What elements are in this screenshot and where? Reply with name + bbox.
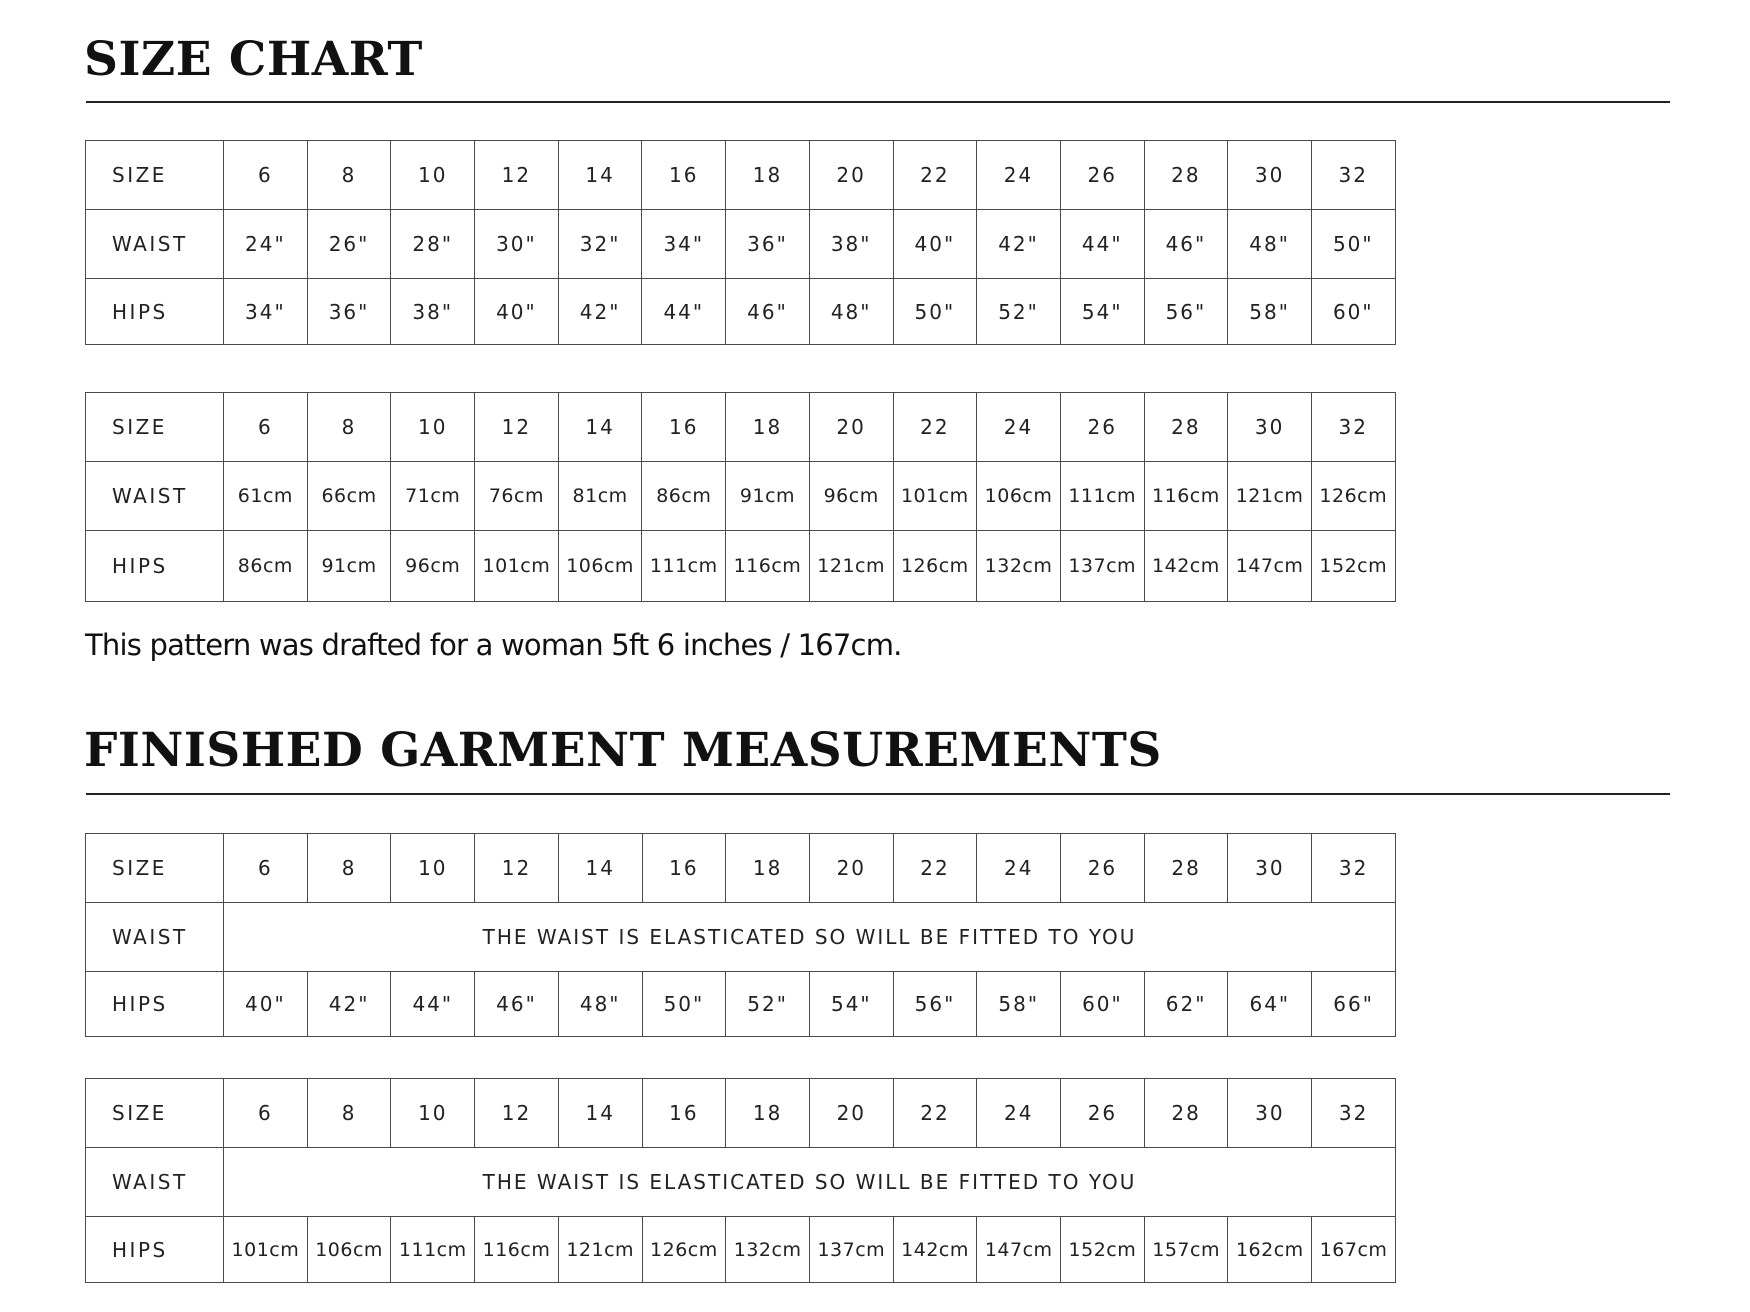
table-cell: 10 [391, 1079, 475, 1148]
table-cell: 12 [475, 141, 559, 210]
table-cell: 50" [642, 972, 726, 1037]
row-label: HIPS [86, 531, 224, 602]
table-cell: 48" [558, 972, 642, 1037]
hips-row [86, 972, 1396, 1037]
table-cell: 116cm [1144, 462, 1228, 531]
table-cell: 16 [642, 834, 726, 903]
table-cell: 162cm [1228, 1217, 1312, 1283]
table-cell: 6 [224, 1079, 308, 1148]
table-cell: 32 [1312, 834, 1396, 903]
table-cell: 22 [893, 393, 977, 462]
table-cell: 54" [1060, 279, 1144, 345]
table-cell: 16 [642, 393, 726, 462]
table-cell: 50" [893, 279, 977, 345]
table-cell: 26 [1061, 834, 1145, 903]
table-cell: 22 [893, 834, 977, 903]
table-cell: 14 [558, 834, 642, 903]
table-cell: 30" [475, 210, 559, 279]
table-cell: 26 [1060, 393, 1144, 462]
row-label: WAIST [86, 1148, 224, 1217]
table-cell: 26" [307, 210, 391, 279]
finished-garment-divider [86, 793, 1670, 795]
table-cell: 54" [809, 972, 893, 1037]
table-cell: 40" [475, 279, 559, 345]
table-cell: 18 [726, 393, 810, 462]
size-chart-title: SIZE CHART [84, 32, 423, 87]
table-cell: 24" [224, 210, 308, 279]
row-label: WAIST [86, 210, 224, 279]
table-cell: 24 [977, 393, 1061, 462]
table-cell: 142cm [1144, 531, 1228, 602]
size-chart-divider [86, 101, 1670, 103]
table-cell: 44" [391, 972, 475, 1037]
table-cell: 36" [726, 210, 810, 279]
size-row [86, 834, 1396, 903]
table-cell: 106cm [307, 1217, 391, 1283]
table-cell: 147cm [977, 1217, 1061, 1283]
table-cell: 58" [977, 972, 1061, 1037]
table-cell: 121cm [809, 531, 893, 602]
table-cell: 28 [1144, 141, 1228, 210]
table-cell: 36" [307, 279, 391, 345]
table-cell: 42" [977, 210, 1061, 279]
table-cell: 91cm [726, 462, 810, 531]
table-cell: 56" [893, 972, 977, 1037]
table-cell: 116cm [726, 531, 810, 602]
waist-note: THE WAIST IS ELASTICATED SO WILL BE FITTED TO YOU [224, 903, 1396, 972]
table-cell: 132cm [977, 531, 1061, 602]
table-cell: 32" [558, 210, 642, 279]
table-cell: 106cm [977, 462, 1061, 531]
table-cell: 20 [809, 834, 893, 903]
table-cell: 40" [893, 210, 977, 279]
hips-row [86, 531, 1396, 602]
table-cell: 42" [558, 279, 642, 345]
table-cell: 101cm [224, 1217, 308, 1283]
finished-cm-table [85, 1078, 1396, 1283]
table-cell: 18 [726, 834, 810, 903]
hips-row [86, 1217, 1396, 1283]
table-cell: 12 [475, 393, 559, 462]
table-cell: 137cm [1060, 531, 1144, 602]
table-cell: 20 [809, 141, 893, 210]
size-chart-cm-table [85, 392, 1396, 602]
table-cell: 14 [558, 141, 642, 210]
row-label: HIPS [86, 1217, 224, 1283]
table-cell: 121cm [558, 1217, 642, 1283]
table-cell: 101cm [475, 531, 559, 602]
table-cell: 30 [1228, 393, 1312, 462]
table-cell: 52" [726, 972, 810, 1037]
table-cell: 111cm [391, 1217, 475, 1283]
row-label: HIPS [86, 279, 224, 345]
table-cell: 30 [1228, 834, 1312, 903]
table-cell: 28 [1144, 393, 1228, 462]
hips-row [86, 279, 1396, 345]
table-cell: 24 [977, 1079, 1061, 1148]
table-cell: 56" [1144, 279, 1228, 345]
table-cell: 6 [224, 393, 308, 462]
size-row [86, 393, 1396, 462]
table-cell: 46" [1144, 210, 1228, 279]
table-cell: 58" [1228, 279, 1312, 345]
table-cell: 44" [1060, 210, 1144, 279]
table-cell: 132cm [726, 1217, 810, 1283]
table-cell: 8 [307, 834, 391, 903]
table-cell: 24 [977, 834, 1061, 903]
table-cell: 60" [1061, 972, 1145, 1037]
size-row [86, 141, 1396, 210]
row-label: SIZE [86, 1079, 224, 1148]
table-cell: 48" [809, 279, 893, 345]
waist-note: THE WAIST IS ELASTICATED SO WILL BE FITTED TO YOU [224, 1148, 1396, 1217]
table-cell: 10 [391, 834, 475, 903]
table-cell: 12 [475, 1079, 559, 1148]
table-cell: 152cm [1061, 1217, 1145, 1283]
waist-row [86, 462, 1396, 531]
table-cell: 32 [1312, 1079, 1396, 1148]
table-cell: 20 [809, 1079, 893, 1148]
table-cell: 101cm [893, 462, 977, 531]
table-cell: 28" [391, 210, 475, 279]
row-label: SIZE [86, 141, 224, 210]
table-cell: 30 [1228, 141, 1312, 210]
size-chart-inches-table [85, 140, 1396, 345]
table-cell: 22 [893, 141, 977, 210]
table-cell: 62" [1144, 972, 1228, 1037]
table-cell: 26 [1060, 141, 1144, 210]
table-cell: 42" [307, 972, 391, 1037]
table-cell: 96cm [391, 531, 475, 602]
table-cell: 18 [726, 141, 810, 210]
table-cell: 61cm [224, 462, 308, 531]
table-cell: 30 [1228, 1079, 1312, 1148]
table-cell: 38" [809, 210, 893, 279]
table-cell: 167cm [1312, 1217, 1396, 1283]
table-cell: 121cm [1228, 462, 1312, 531]
table-cell: 8 [307, 141, 391, 210]
table-cell: 96cm [809, 462, 893, 531]
table-cell: 126cm [893, 531, 977, 602]
table-cell: 28 [1144, 1079, 1228, 1148]
finished-garment-title: FINISHED GARMENT MEASUREMENTS [84, 723, 1162, 778]
waist-row [86, 903, 1396, 972]
table-cell: 32 [1311, 393, 1395, 462]
table-cell: 76cm [475, 462, 559, 531]
table-cell: 60" [1311, 279, 1395, 345]
table-cell: 106cm [558, 531, 642, 602]
table-cell: 86cm [224, 531, 308, 602]
waist-row [86, 1148, 1396, 1217]
table-cell: 12 [475, 834, 559, 903]
table-cell: 6 [224, 141, 308, 210]
table-cell: 52" [977, 279, 1061, 345]
table-cell: 66cm [307, 462, 391, 531]
row-label: SIZE [86, 834, 224, 903]
table-cell: 6 [224, 834, 308, 903]
table-cell: 40" [224, 972, 308, 1037]
table-cell: 126cm [1311, 462, 1395, 531]
table-cell: 22 [893, 1079, 977, 1148]
table-cell: 126cm [642, 1217, 726, 1283]
table-cell: 44" [642, 279, 726, 345]
table-cell: 142cm [893, 1217, 977, 1283]
table-cell: 26 [1061, 1079, 1145, 1148]
table-cell: 34" [642, 210, 726, 279]
table-cell: 64" [1228, 972, 1312, 1037]
table-cell: 10 [391, 393, 475, 462]
table-cell: 8 [307, 1079, 391, 1148]
row-label: WAIST [86, 462, 224, 531]
table-cell: 152cm [1311, 531, 1395, 602]
table-cell: 14 [558, 1079, 642, 1148]
table-cell: 137cm [809, 1217, 893, 1283]
table-cell: 38" [391, 279, 475, 345]
table-cell: 8 [307, 393, 391, 462]
row-label: HIPS [86, 972, 224, 1037]
table-cell: 71cm [391, 462, 475, 531]
table-cell: 157cm [1144, 1217, 1228, 1283]
table-cell: 24 [977, 141, 1061, 210]
table-cell: 20 [809, 393, 893, 462]
size-row [86, 1079, 1396, 1148]
table-cell: 111cm [1060, 462, 1144, 531]
table-cell: 48" [1228, 210, 1312, 279]
row-label: WAIST [86, 903, 224, 972]
table-cell: 34" [224, 279, 308, 345]
pattern-height-note: This pattern was drafted for a woman 5ft 6 inches / 167cm. [85, 628, 902, 662]
table-cell: 32 [1311, 141, 1395, 210]
finished-inches-table [85, 833, 1396, 1037]
table-cell: 46" [475, 972, 559, 1037]
table-cell: 10 [391, 141, 475, 210]
table-cell: 18 [726, 1079, 810, 1148]
table-cell: 16 [642, 141, 726, 210]
waist-row [86, 210, 1396, 279]
table-cell: 147cm [1228, 531, 1312, 602]
table-cell: 111cm [642, 531, 726, 602]
table-cell: 86cm [642, 462, 726, 531]
table-cell: 116cm [475, 1217, 559, 1283]
table-cell: 50" [1311, 210, 1395, 279]
table-cell: 66" [1312, 972, 1396, 1037]
table-cell: 28 [1144, 834, 1228, 903]
row-label: SIZE [86, 393, 224, 462]
table-cell: 16 [642, 1079, 726, 1148]
table-cell: 81cm [558, 462, 642, 531]
table-cell: 46" [726, 279, 810, 345]
table-cell: 91cm [307, 531, 391, 602]
table-cell: 14 [558, 393, 642, 462]
